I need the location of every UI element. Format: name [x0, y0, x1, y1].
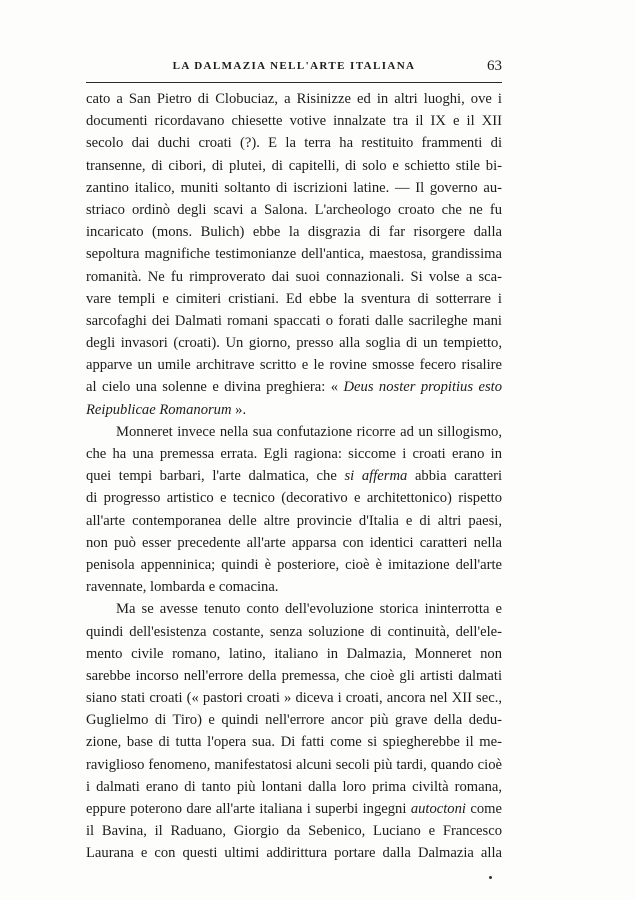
- text-line: il Bavina, il Raduano, Giorgio da Sebenico, Luciano e Francesco: [86, 823, 502, 840]
- text-line: Reipublicae Romanorum ».: [86, 401, 247, 418]
- running-title: LA DALMAZIA NELL'ARTE ITALIANA: [172, 60, 416, 72]
- text-line: documenti ricordavano chiesette votive innalzate tra il IX e il XII: [86, 113, 502, 130]
- header-rule: [86, 82, 502, 83]
- text-line: quindi dell'esistenza costante, senza soluzione di continuità, dell'ele-: [86, 623, 502, 640]
- text-line: Guglielmo di Tiro) e quindi nell'errore ancor più grave della dedu-: [86, 712, 502, 729]
- page-number: 63: [487, 58, 502, 74]
- text-line: all'arte contemporanea delle altre provincie d'Italia e di altri paesi,: [86, 512, 502, 529]
- text-line: zione, base di tutta l'opera sua. Di fatti come si spiegherebbe il me-: [86, 734, 502, 751]
- text-line: penisola appenninica; quindi è posteriore, cioè è imitazione dell'arte: [86, 556, 502, 573]
- paragraph-start: Monneret invece nella sua confutazione ricorre ad un sillogismo,: [116, 423, 502, 440]
- latin-inscription: Deus noster propitius esto: [343, 379, 502, 396]
- print-speck: [489, 876, 492, 879]
- text-line: sepoltura magnifiche testimonianze dell'antica, maestosa, grandissima: [86, 246, 502, 263]
- text-line: di progresso artistico e tecnico (decorativo e architettonico) rispetto: [86, 490, 502, 507]
- text-line: apparve un umile architrave scritto e le rovine smosse fecero risalire: [86, 357, 502, 374]
- text-line: siano stati croati (« pastori croati » diceva i croati, ancora nel XII sec.,: [86, 690, 502, 707]
- italic-term: si afferma: [344, 468, 408, 485]
- text-line: romanità. Ne fu rimproverato dai suoi connazionali. Si volse a sca-: [86, 268, 502, 285]
- text-line: sarebbe incorso nell'errore della premessa, che cioè gli artisti dalmati: [86, 667, 502, 684]
- text-line: Laurana e con questi ultimi addirittura portare dalla Dalmazia alla: [86, 845, 502, 862]
- text-line: al cielo una solenne e divina preghiera: « Deus noster propitius esto: [86, 379, 502, 396]
- text-line: non può esser precedente all'arte apparsa con identici caratteri nella: [86, 534, 502, 551]
- text-line: sarcofaghi dei Dalmati romani spaccati o forati dalle sacrileghe mani: [86, 312, 502, 329]
- paragraph-start: Ma se avesse tenuto conto dell'evoluzione storica ininterrotta e: [116, 601, 502, 618]
- running-head: [86, 58, 502, 78]
- text-line: transenne, di cibori, di plutei, di capitelli, di solo e schietto stile bi-: [86, 157, 502, 174]
- text-line: striaco ordinò degli scavi a Salona. L'archeologo croato che ne fu: [86, 201, 502, 218]
- text-line: i dalmati erano di tanto più lontani dalla loro prima civiltà romana,: [86, 778, 502, 795]
- body-text: [86, 88, 502, 865]
- italic-term: autoctoni: [410, 801, 466, 817]
- text-line: che ha una premessa errata. Egli ragiona: siccome i croati erano in: [86, 446, 502, 462]
- latin-inscription: Reipublicae Romanorum: [86, 401, 232, 418]
- text-line: vare templi e cimiteri cristiani. Ed ebbe la sventura di sotterrare i: [86, 290, 502, 307]
- text-line: raviglioso fenomeno, manifestatosi alcuni secoli più tardi, quando cioè: [86, 756, 502, 773]
- text-line: zantino italico, muniti soltanto di iscrizioni latine. — Il governo au-: [86, 179, 502, 196]
- text-line: secolo dai duchi croati (?). E la terra ha restituito frammenti di: [86, 135, 502, 152]
- text-line: eppure poterono dare all'arte italiana i superbi ingegni autoctoni come: [86, 801, 502, 817]
- text-line: degli invasori (croati). Un giorno, presso alla soglia di un tempietto,: [86, 335, 502, 352]
- text-line: incaricato (mons. Bulich) ebbe la disgrazia di far risorgere dalla: [86, 224, 502, 241]
- text-line: ravennate, lombarda e comacina.: [86, 579, 279, 596]
- text-line: cato a San Pietro di Clobuciaz, a Risinizze ed in altri luoghi, ove i: [86, 91, 502, 107]
- text-line: mento civile romano, latino, italiano in Dalmazia, Monneret non: [86, 645, 502, 662]
- text-line: quei tempi barbari, l'arte dalmatica, che si afferma abbia caratteri: [86, 468, 502, 485]
